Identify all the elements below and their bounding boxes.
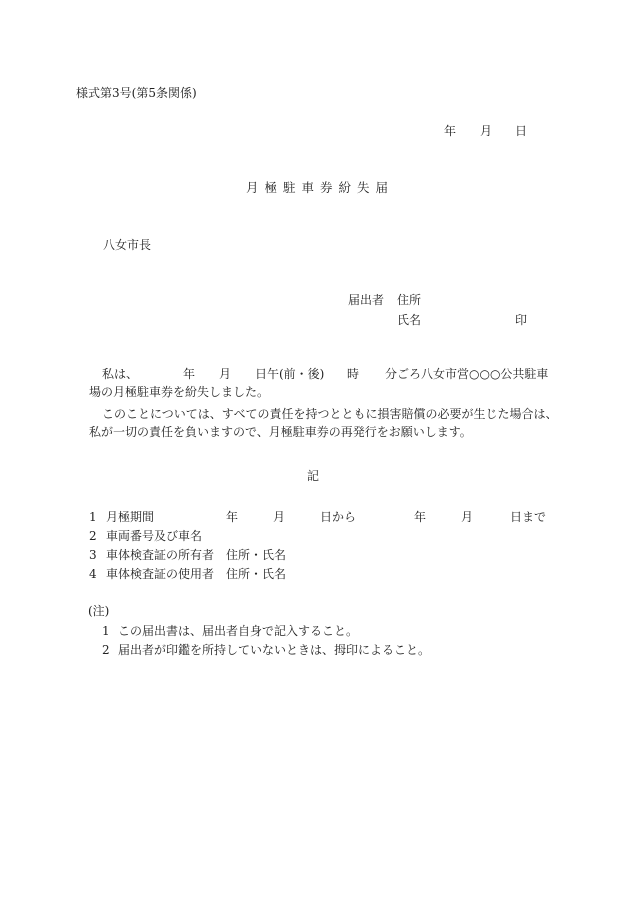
item-label: 車体検査証の使用者	[106, 567, 215, 581]
item-number: 4	[89, 567, 97, 581]
statement-rest: 分ごろ八女市営○○○公共駐車	[385, 367, 549, 381]
note-number: 2	[102, 643, 110, 657]
period-end-day: 日まで	[510, 510, 547, 524]
statement-line3: このことについては、すべての責任を持つとともに損害賠償の必要が生じた場合は、	[102, 407, 558, 421]
seal-mark: 印	[515, 313, 528, 327]
statement-hour: 時	[347, 367, 360, 381]
statement-line2: 場の月極駐車券を紛失しました。	[89, 385, 270, 399]
item-label: 車両番号及び車名	[106, 529, 203, 543]
applicant-address-label: 住所	[397, 293, 422, 307]
notes-heading: (注)	[88, 604, 110, 618]
date-year: 年	[444, 124, 457, 138]
item-label: 月極期間	[106, 510, 155, 524]
statement-day-ampm: 日午(前・後)	[255, 367, 325, 381]
period-start-month: 月	[273, 510, 286, 524]
statement-line4: 私が一切の責任を負いますので、月極駐車券の再発行をお願いします。	[89, 425, 472, 439]
ki-heading: 記	[307, 469, 320, 483]
date-month: 月	[480, 124, 493, 138]
statement-year: 年	[183, 367, 196, 381]
item-number: 2	[89, 529, 97, 543]
period-end-month: 月	[461, 510, 474, 524]
applicant-label: 届出者	[348, 293, 385, 307]
statement-month: 月	[219, 367, 232, 381]
note-number: 1	[102, 624, 110, 638]
form-number: 様式第3号(第5条関係)	[76, 86, 197, 100]
addressee: 八女市長	[103, 238, 152, 252]
period-end-year: 年	[414, 510, 427, 524]
applicant-name-label: 氏名	[397, 313, 422, 327]
note-text: この届出書は、届出者自身で記入すること。	[118, 624, 359, 638]
item-label: 車体検査証の所有者	[106, 548, 215, 562]
item-number: 1	[89, 510, 97, 524]
item-number: 3	[89, 548, 97, 562]
statement-watashi: 私は、	[102, 367, 139, 381]
item-value: 住所・氏名	[226, 567, 287, 581]
period-start-day: 日から	[320, 510, 357, 524]
note-text: 届出者が印鑑を所持していないときは、拇印によること。	[118, 643, 431, 657]
item-value: 住所・氏名	[226, 548, 287, 562]
period-start-year: 年	[226, 510, 239, 524]
document-title: 月極駐車券紛失届	[246, 180, 395, 195]
date-day: 日	[515, 124, 528, 138]
